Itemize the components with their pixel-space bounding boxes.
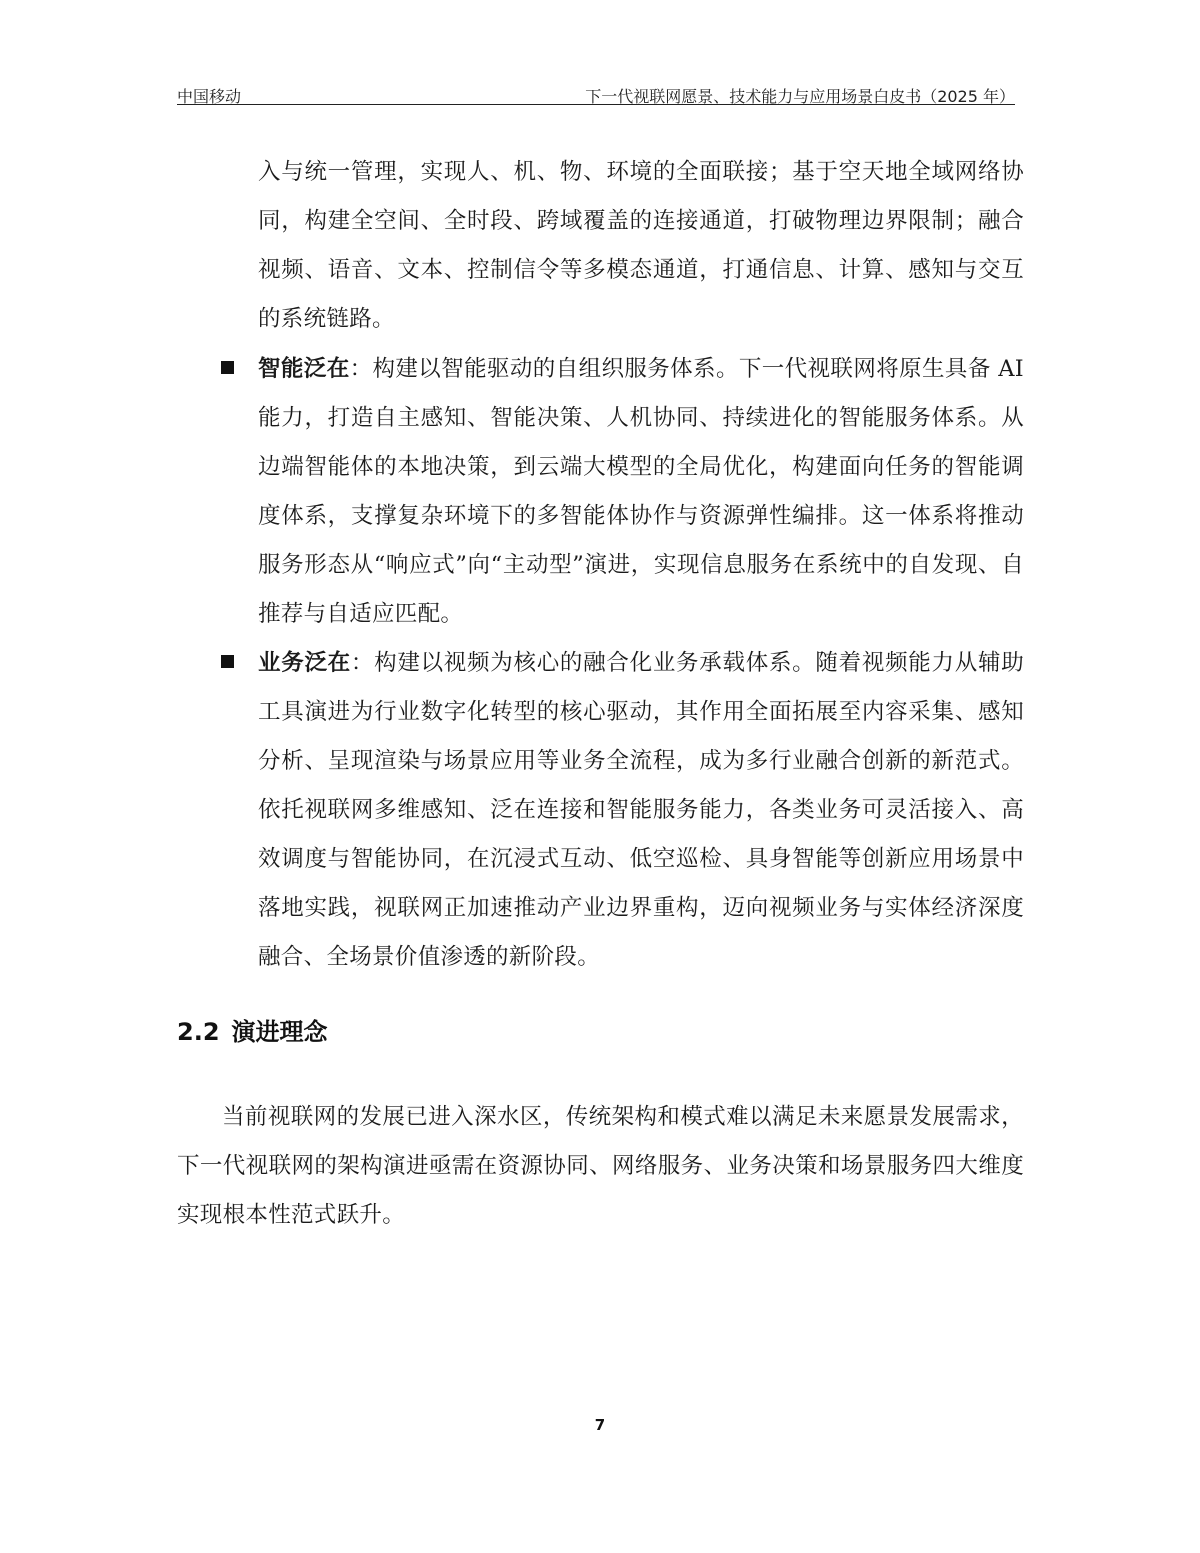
square-bullet-icon	[221, 361, 234, 374]
page-header	[177, 82, 1015, 105]
bullet-term: 智能泛在	[258, 356, 350, 382]
section-number: 2.2	[177, 1018, 220, 1046]
bullet-text	[258, 639, 1024, 982]
bullet-body: ：构建以视频为核心的融合化业务承载体系。随着视频能力从辅助工具演进为行业数字化转型的核心驱动，其作用全面拓展至内容采集、感知分析、呈现渲染与场景应用等业务全流程，成为多行业融合创新的新范式。依托视联网多维感知、泛在连接和智能服务能力，各类业务可灵活接入、高效调度与智能协同，在沉浸式互动、低空巡检、具身智能等创新应用场景中落地实践，视联网正加速推动产业边界重构，迈向视频业务与实体经济深度融合、全场景价值渗透的新阶段。	[258, 650, 1025, 970]
bullet-term: 业务泛在	[258, 650, 351, 676]
bullet-text	[258, 345, 1024, 639]
section-heading	[177, 1012, 328, 1047]
continuation-paragraph: 入与统一管理，实现人、机、物、环境的全面联接；基于空天地全域网络协同，构建全空间、全时段、跨域覆盖的连接通道，打破物理边界限制；融合视频、语音、文本、控制信令等多模态通道，打通信息、计算、感知与交互的系统链路。	[258, 159, 1024, 332]
section-title: 演进理念	[231, 1018, 328, 1046]
square-bullet-icon	[221, 655, 234, 668]
bullet-body: ：构建以智能驱动的自组织服务体系。下一代视联网将原生具备 AI 能力，打造自主感知、智能决策、人机协同、持续进化的智能服务体系。从边端智能体的本地决策，到云端大模型的全局优化，构建面向任务的智能调度体系，支撑复杂环境下的多智能体协作与资源弹性编排。这一体系将推动服务形态从“响应式”向“主动型”演进，实现信息服务在系统中的自发现、自推荐与自适应匹配。	[258, 356, 1024, 627]
header-doc-title: 下一代视联网愿景、技术能力与应用场景白皮书（2025 年）	[585, 87, 1015, 106]
page-number: 7	[594, 1416, 606, 1434]
header-org: 中国移动	[177, 87, 242, 106]
body-paragraph: 当前视联网的发展已进入深水区，传统架构和模式难以满足未来愿景发展需求，下一代视联网的架构演进亟需在资源协同、网络服务、业务决策和场景服务四大维度实现根本性范式跃升。	[177, 1104, 1024, 1228]
